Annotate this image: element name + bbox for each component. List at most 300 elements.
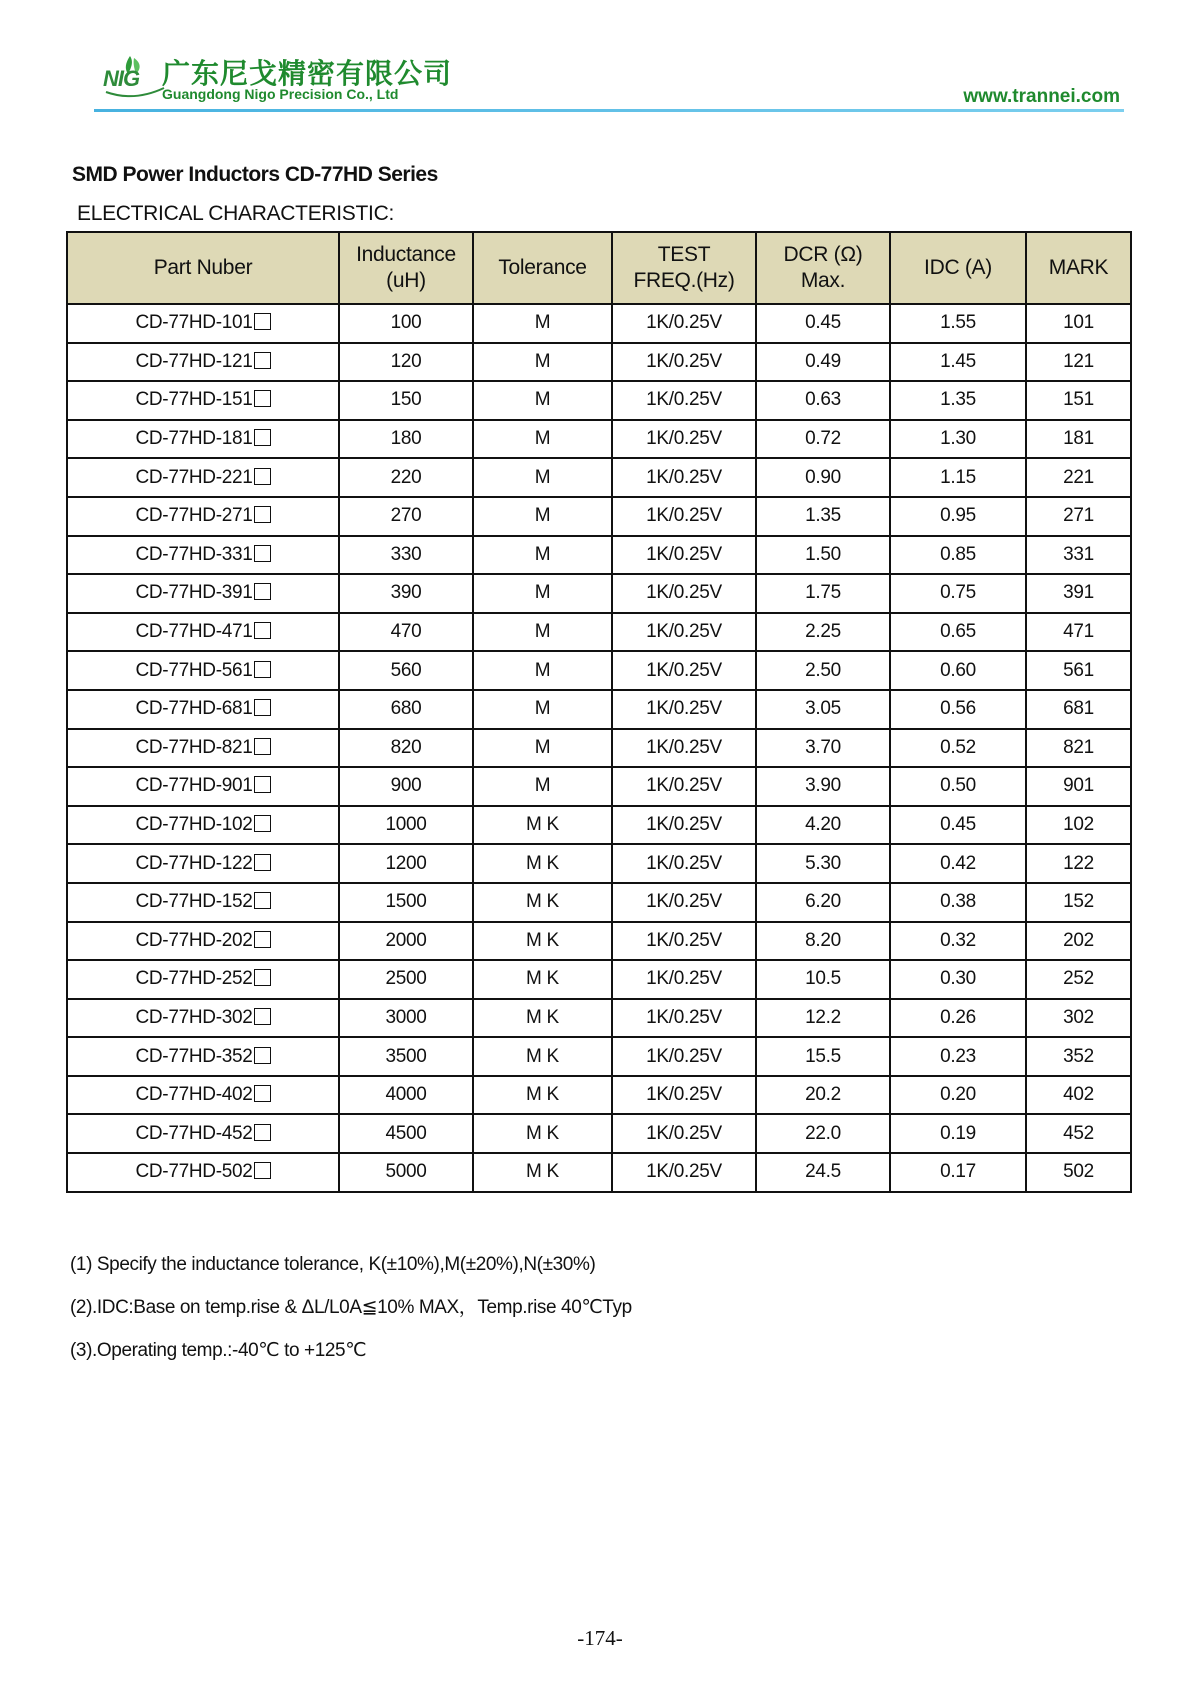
- table-cell: [339, 922, 473, 961]
- tolerance-placeholder-box: [254, 1124, 271, 1141]
- table-cell: [756, 304, 890, 343]
- cell-value: M: [534, 736, 551, 758]
- cell-value: CD-77HD-681: [135, 698, 253, 720]
- table-cell: [67, 497, 339, 536]
- cell-value: 821: [1063, 736, 1094, 758]
- table-cell: [473, 1153, 612, 1192]
- table-cell: [67, 343, 339, 382]
- cell-value: 390: [390, 582, 422, 604]
- cell-value: 0.63: [805, 389, 841, 411]
- column-header-line1: IDC (A): [924, 256, 992, 279]
- table-row: [67, 844, 1131, 883]
- table-cell: [890, 458, 1026, 497]
- company-name-english: Guangdong Nigo Precision Co., Ltd: [162, 86, 399, 102]
- cell-value: 0.56: [940, 698, 976, 720]
- table-cell: [756, 651, 890, 690]
- table-cell: [339, 960, 473, 999]
- cell-value: 681: [1063, 698, 1094, 720]
- table-cell: [756, 922, 890, 961]
- table-cell: [67, 806, 339, 845]
- cell-value: 0.30: [940, 968, 976, 990]
- table-cell: [67, 574, 339, 613]
- tolerance-placeholder-box: [254, 622, 271, 639]
- table-cell: [756, 574, 890, 613]
- cell-value: 1K/0.25V: [646, 1006, 722, 1028]
- table-cell: [339, 729, 473, 768]
- cell-value: 0.72: [805, 428, 841, 450]
- table-cell: [339, 497, 473, 536]
- column-header: [473, 232, 612, 304]
- tolerance-placeholder-box: [254, 931, 271, 948]
- table-cell: [756, 1114, 890, 1153]
- cell-value: CD-77HD-102: [135, 814, 253, 836]
- column-header-line1: Part Nuber: [153, 256, 253, 279]
- cell-value: 1.15: [940, 466, 976, 488]
- table-cell: [1026, 381, 1131, 420]
- cell-value: 1K/0.25V: [646, 659, 722, 681]
- table-cell: [890, 420, 1026, 459]
- page-number: -174-: [577, 1626, 623, 1650]
- cell-value: 1K/0.25V: [646, 775, 722, 797]
- table-row: [67, 883, 1131, 922]
- table-cell: [1026, 960, 1131, 999]
- company-name-chinese: 广东尼戈精密有限公司: [162, 57, 453, 90]
- column-header-line2: Max.: [800, 269, 846, 292]
- cell-value: 0.50: [940, 775, 976, 797]
- table-cell: [339, 536, 473, 575]
- cell-value: CD-77HD-821: [135, 736, 253, 758]
- table-cell: [612, 767, 756, 806]
- cell-value: M K: [526, 929, 559, 951]
- table-cell: [1026, 574, 1131, 613]
- cell-value: CD-77HD-122: [135, 852, 253, 874]
- table-header-row: [67, 232, 1131, 304]
- cell-value: 471: [1063, 621, 1094, 643]
- cell-value: M K: [526, 1084, 559, 1106]
- table-cell: [756, 960, 890, 999]
- cell-value: M: [534, 466, 551, 488]
- table-cell: [473, 767, 612, 806]
- table-row: [67, 1037, 1131, 1076]
- table-row: [67, 381, 1131, 420]
- table-cell: [473, 651, 612, 690]
- table-cell: [1026, 343, 1131, 382]
- table-cell: [1026, 497, 1131, 536]
- table-cell: [473, 497, 612, 536]
- table-cell: [339, 767, 473, 806]
- table-cell: [1026, 1114, 1131, 1153]
- tolerance-placeholder-box: [254, 429, 271, 446]
- table-cell: [612, 574, 756, 613]
- table-cell: [890, 536, 1026, 575]
- table-cell: [1026, 613, 1131, 652]
- table-cell: [473, 613, 612, 652]
- footnote-tolerance: (1) Specify the inductance tolerance, K(±10%),M(±20%),N(±30%): [70, 1254, 596, 1275]
- cell-value: 561: [1063, 659, 1094, 681]
- cell-value: M K: [526, 1122, 559, 1144]
- table-cell: [612, 844, 756, 883]
- table-cell: [612, 729, 756, 768]
- table-cell: [756, 690, 890, 729]
- column-header: [890, 232, 1026, 304]
- cell-value: M K: [526, 1045, 559, 1067]
- table-cell: [473, 806, 612, 845]
- table-cell: [339, 1037, 473, 1076]
- table-cell: [890, 1076, 1026, 1115]
- website-link[interactable]: www.trannei.com: [963, 86, 1120, 107]
- cell-value: 271: [1063, 505, 1094, 527]
- cell-value: 4500: [385, 1122, 427, 1144]
- tolerance-placeholder-box: [254, 815, 271, 832]
- cell-value: M: [534, 428, 551, 450]
- table-cell: [1026, 1076, 1131, 1115]
- cell-value: 101: [1063, 312, 1094, 334]
- cell-value: 1.35: [940, 389, 976, 411]
- table-cell: [756, 767, 890, 806]
- table-cell: [473, 381, 612, 420]
- table-row: [67, 1076, 1131, 1115]
- table-row: [67, 767, 1131, 806]
- table-cell: [890, 806, 1026, 845]
- table-row: [67, 729, 1131, 768]
- cell-value: CD-77HD-221: [135, 466, 253, 488]
- table-cell: [67, 883, 339, 922]
- table-cell: [473, 574, 612, 613]
- cell-value: 0.38: [940, 891, 976, 913]
- column-header: [1026, 232, 1131, 304]
- table-cell: [612, 1037, 756, 1076]
- table-cell: [756, 844, 890, 883]
- table-cell: [890, 883, 1026, 922]
- cell-value: CD-77HD-101: [135, 312, 253, 334]
- column-header-line1: Inductance: [356, 243, 456, 266]
- cell-value: M: [534, 582, 551, 604]
- table-cell: [339, 343, 473, 382]
- cell-value: M: [534, 698, 551, 720]
- table-cell: [612, 651, 756, 690]
- table-row: [67, 1114, 1131, 1153]
- table-cell: [67, 651, 339, 690]
- table-cell: [612, 343, 756, 382]
- table-cell: [890, 497, 1026, 536]
- column-header: [756, 232, 890, 304]
- tolerance-placeholder-box: [254, 583, 271, 600]
- table-cell: [339, 883, 473, 922]
- cell-value: 152: [1063, 891, 1094, 913]
- cell-value: 1K/0.25V: [646, 814, 722, 836]
- cell-value: 270: [390, 505, 422, 527]
- cell-value: 402: [1063, 1084, 1094, 1106]
- table-cell: [1026, 729, 1131, 768]
- cell-value: 202: [1063, 929, 1094, 951]
- cell-value: 1K/0.25V: [646, 1122, 722, 1144]
- cell-value: 0.90: [805, 466, 841, 488]
- tolerance-placeholder-box: [254, 738, 271, 755]
- tolerance-placeholder-box: [254, 506, 271, 523]
- cell-value: 302: [1063, 1006, 1094, 1028]
- cell-value: 452: [1063, 1122, 1094, 1144]
- cell-value: CD-77HD-302: [135, 1006, 253, 1028]
- cell-value: M: [534, 621, 551, 643]
- cell-value: M K: [526, 891, 559, 913]
- cell-value: 12.2: [805, 1006, 841, 1028]
- cell-value: CD-77HD-202: [135, 929, 253, 951]
- table-row: [67, 304, 1131, 343]
- cell-value: 15.5: [805, 1045, 841, 1067]
- cell-value: 0.17: [940, 1161, 976, 1183]
- table-cell: [1026, 536, 1131, 575]
- cell-value: CD-77HD-471: [135, 621, 253, 643]
- cell-value: 331: [1063, 543, 1094, 565]
- cell-value: 1000: [385, 814, 427, 836]
- cell-value: M K: [526, 814, 559, 836]
- table-cell: [612, 536, 756, 575]
- table-cell: [1026, 1153, 1131, 1192]
- table-cell: [1026, 651, 1131, 690]
- tolerance-placeholder-box: [254, 776, 271, 793]
- cell-value: 1K/0.25V: [646, 428, 722, 450]
- cell-value: M: [534, 543, 551, 565]
- table-cell: [890, 574, 1026, 613]
- table-cell: [339, 651, 473, 690]
- table-row: [67, 613, 1131, 652]
- cell-value: 8.20: [805, 929, 841, 951]
- table-cell: [612, 1153, 756, 1192]
- table-cell: [756, 1153, 890, 1192]
- table-cell: [612, 381, 756, 420]
- table-cell: [756, 613, 890, 652]
- table-cell: [890, 304, 1026, 343]
- cell-value: 470: [390, 621, 422, 643]
- table-cell: [67, 922, 339, 961]
- cell-value: 24.5: [805, 1161, 841, 1183]
- table-cell: [890, 381, 1026, 420]
- table-row: [67, 922, 1131, 961]
- tolerance-placeholder-box: [254, 1162, 271, 1179]
- table-cell: [473, 999, 612, 1038]
- table-cell: [890, 651, 1026, 690]
- cell-value: 1K/0.25V: [646, 582, 722, 604]
- table-row: [67, 806, 1131, 845]
- cell-value: 1.35: [805, 505, 841, 527]
- cell-value: CD-77HD-391: [135, 582, 253, 604]
- table-cell: [612, 999, 756, 1038]
- footnote-operating-temp: (3).Operating temp.:-40℃ to +125℃: [70, 1340, 367, 1361]
- table-cell: [67, 960, 339, 999]
- table-cell: [756, 1076, 890, 1115]
- table-cell: [67, 458, 339, 497]
- tolerance-placeholder-box: [254, 892, 271, 909]
- table-cell: [473, 458, 612, 497]
- column-header: [67, 232, 339, 304]
- table-cell: [67, 1153, 339, 1192]
- table-cell: [612, 1076, 756, 1115]
- table-cell: [67, 999, 339, 1038]
- table-cell: [612, 806, 756, 845]
- cell-value: 1K/0.25V: [646, 1045, 722, 1067]
- table-cell: [612, 960, 756, 999]
- cell-value: 1K/0.25V: [646, 736, 722, 758]
- table-cell: [473, 420, 612, 459]
- cell-value: 1K/0.25V: [646, 389, 722, 411]
- cell-value: 0.49: [805, 350, 841, 372]
- cell-value: 2500: [385, 968, 427, 990]
- footnote-idc: (2).IDC:Base on temp.rise & ΔL/L0A≦10% MAX，Temp.rise 40℃Typ: [70, 1297, 632, 1318]
- table-row: [67, 960, 1131, 999]
- table-cell: [67, 767, 339, 806]
- cell-value: 1.50: [805, 543, 841, 565]
- table-row: [67, 536, 1131, 575]
- table-cell: [339, 574, 473, 613]
- table-cell: [473, 729, 612, 768]
- cell-value: 560: [390, 659, 422, 681]
- cell-value: 1K/0.25V: [646, 621, 722, 643]
- cell-value: 1K/0.25V: [646, 1084, 722, 1106]
- cell-value: CD-77HD-121: [135, 350, 253, 372]
- table-cell: [339, 999, 473, 1038]
- table-cell: [473, 922, 612, 961]
- table-cell: [1026, 458, 1131, 497]
- table-cell: [339, 690, 473, 729]
- cell-value: 0.75: [940, 582, 976, 604]
- table-cell: [1026, 883, 1131, 922]
- cell-value: 252: [1063, 968, 1094, 990]
- cell-value: 1.55: [940, 312, 976, 334]
- table-cell: [67, 1114, 339, 1153]
- cell-value: CD-77HD-352: [135, 1045, 253, 1067]
- cell-value: CD-77HD-151: [135, 389, 253, 411]
- tolerance-placeholder-box: [254, 352, 271, 369]
- cell-value: 1K/0.25V: [646, 698, 722, 720]
- cell-value: 150: [390, 389, 422, 411]
- cell-value: 0.65: [940, 621, 976, 643]
- cell-value: 0.32: [940, 929, 976, 951]
- table-cell: [612, 497, 756, 536]
- cell-value: 1K/0.25V: [646, 505, 722, 527]
- table-cell: [756, 343, 890, 382]
- cell-value: CD-77HD-901: [135, 775, 253, 797]
- cell-value: 2.25: [805, 621, 841, 643]
- cell-value: 1K/0.25V: [646, 852, 722, 874]
- table-cell: [1026, 304, 1131, 343]
- cell-value: 1200: [385, 852, 427, 874]
- table-cell: [1026, 806, 1131, 845]
- cell-value: 22.0: [805, 1122, 841, 1144]
- cell-value: 0.26: [940, 1006, 976, 1028]
- table-cell: [756, 1037, 890, 1076]
- table-cell: [339, 458, 473, 497]
- cell-value: 3500: [385, 1045, 427, 1067]
- header-divider: [94, 109, 1124, 112]
- table-cell: [612, 1114, 756, 1153]
- table-cell: [890, 1037, 1026, 1076]
- table-cell: [339, 420, 473, 459]
- logo-text: NIG: [103, 66, 140, 91]
- tolerance-placeholder-box: [254, 661, 271, 678]
- cell-value: M K: [526, 1006, 559, 1028]
- cell-value: 820: [390, 736, 422, 758]
- footnotes: [70, 1253, 632, 1382]
- cell-value: 6.20: [805, 891, 841, 913]
- table-row: [67, 420, 1131, 459]
- cell-value: CD-77HD-252: [135, 968, 253, 990]
- page-header: [0, 0, 1200, 120]
- cell-value: 1K/0.25V: [646, 543, 722, 565]
- cell-value: 901: [1063, 775, 1094, 797]
- electrical-characteristics-table: [66, 231, 1132, 1193]
- table-cell: [756, 381, 890, 420]
- table-cell: [339, 613, 473, 652]
- cell-value: CD-77HD-452: [135, 1122, 253, 1144]
- table-row: [67, 343, 1131, 382]
- tolerance-placeholder-box: [254, 699, 271, 716]
- table-cell: [67, 381, 339, 420]
- table-cell: [890, 767, 1026, 806]
- cell-value: M: [534, 389, 551, 411]
- table-cell: [756, 729, 890, 768]
- tolerance-placeholder-box: [254, 1008, 271, 1025]
- table-row: [67, 574, 1131, 613]
- table-cell: [756, 883, 890, 922]
- table-cell: [339, 304, 473, 343]
- cell-value: 120: [390, 350, 422, 372]
- cell-value: 3.90: [805, 775, 841, 797]
- cell-value: 4.20: [805, 814, 841, 836]
- table-cell: [890, 960, 1026, 999]
- cell-value: M: [534, 659, 551, 681]
- cell-value: 900: [390, 775, 422, 797]
- table-cell: [890, 1153, 1026, 1192]
- cell-value: 5000: [385, 1161, 427, 1183]
- cell-value: 0.45: [940, 814, 976, 836]
- cell-value: CD-77HD-152: [135, 891, 253, 913]
- cell-value: CD-77HD-181: [135, 428, 253, 450]
- cell-value: 391: [1063, 582, 1094, 604]
- table-cell: [473, 960, 612, 999]
- cell-value: CD-77HD-331: [135, 543, 253, 565]
- cell-value: 221: [1063, 466, 1094, 488]
- cell-value: 502: [1063, 1161, 1094, 1183]
- table-cell: [67, 536, 339, 575]
- cell-value: 181: [1063, 428, 1094, 450]
- cell-value: M: [534, 775, 551, 797]
- cell-value: 220: [390, 466, 422, 488]
- table-cell: [67, 1076, 339, 1115]
- cell-value: M: [534, 312, 551, 334]
- table-cell: [1026, 844, 1131, 883]
- cell-value: 0.23: [940, 1045, 976, 1067]
- cell-value: 0.85: [940, 543, 976, 565]
- table-row: [67, 497, 1131, 536]
- cell-value: 1K/0.25V: [646, 891, 722, 913]
- table-cell: [612, 613, 756, 652]
- cell-value: 1K/0.25V: [646, 929, 722, 951]
- column-header-line1: DCR (Ω): [783, 243, 863, 266]
- table-cell: [1026, 420, 1131, 459]
- cell-value: 3000: [385, 1006, 427, 1028]
- section-heading: ELECTRICAL CHARACTERISTIC:: [77, 202, 394, 225]
- column-header-line2: FREQ.(Hz): [633, 269, 735, 292]
- table-cell: [67, 690, 339, 729]
- table-cell: [473, 343, 612, 382]
- table-cell: [890, 844, 1026, 883]
- cell-value: 1K/0.25V: [646, 466, 722, 488]
- table-cell: [473, 1114, 612, 1153]
- table-cell: [473, 536, 612, 575]
- table-cell: [67, 613, 339, 652]
- column-header-line1: MARK: [1048, 256, 1109, 279]
- cell-value: 5.30: [805, 852, 841, 874]
